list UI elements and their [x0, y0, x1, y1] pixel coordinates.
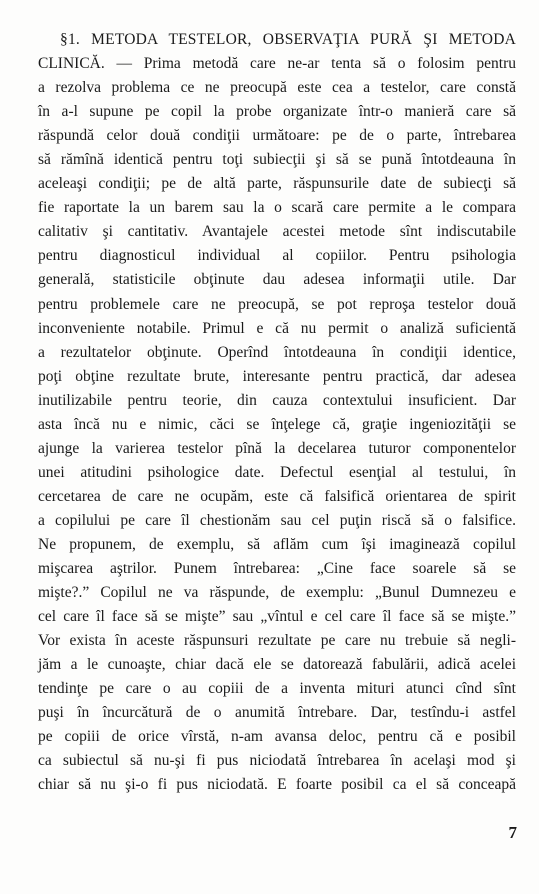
- text-line: cercetarea de care ne ocupăm, este că falsifică orientarea de spirit: [38, 487, 516, 505]
- text-line: pentru diagnosticul individual al copiilor. Pentru psihologia: [38, 247, 516, 265]
- text-line: asta încă nu e nimic, căci se înţelege că, graţie ingeniozităţii se: [38, 415, 516, 433]
- text-line: mişcarea aştrilor. Punem întrebarea: „Cine face soarele să se: [38, 560, 516, 578]
- text-line: inutilizabile pentru teorie, din cauza contextului insuficient. Dar: [38, 391, 516, 409]
- text-line: unei atitudini psihologice date. Defectul esenţial al testului, în: [38, 463, 516, 481]
- text-line: ca subiectul să nu-şi fi pus niciodată întrebarea în acelaşi mod şi: [38, 752, 516, 770]
- text-line: inconveniente notabile. Primul e că nu permit o analiză suficientă: [38, 319, 516, 337]
- text-line: mişte?.” Copilul ne va răspunde, de exemplu: „Bunul Dumnezeu e: [38, 584, 516, 602]
- text-line: tendinţe pe care o au copiii de a inventa mituri atunci cînd sînt: [38, 680, 516, 698]
- text-line: generală, statisticile obţinute dau adesea informaţii utile. Dar: [38, 271, 516, 289]
- text-line: pe copiii de orice vîrstă, n-am avansa deloc, pentru că e posibil: [38, 728, 516, 746]
- text-line: poţi obţine rezultate brute, interesante pentru practică, dar adesea: [38, 367, 516, 385]
- text-line: în a-l supune pe copil la probe organizate într-o manieră care să: [38, 103, 516, 121]
- text-line: CLINICĂ. — Prima metodă care ne-ar tenta să o folosim pentru: [38, 55, 516, 73]
- page-number: 7: [508, 823, 517, 842]
- text-line: fie raportate la un barem sau la o scară care permite a le compara: [38, 199, 516, 217]
- text-line: Vor exista în aceste răspunsuri rezultate pe care nu trebuie să negli-: [38, 632, 516, 650]
- text-line: chiar să nu şi-o fi pus niciodată. E foarte posibil ca el să conceapă: [38, 776, 516, 794]
- text-line: a copilului pe care îl chestionăm sau cel puţin riscă să o falsifice.: [38, 511, 516, 529]
- text-line: să rămînă identică pentru toţi subiecţii şi să se pună întotdeauna în: [38, 151, 516, 169]
- text-line: puşi în încurcătură de o anumită întrebare. Dar, testîndu-i astfel: [38, 704, 516, 722]
- text-line: aceleaşi condiţii; pe de altă parte, răspunsurile date de subiecţi să: [38, 175, 516, 193]
- text-line: Ne propunem, de exemplu, să aflăm cum îşi imaginează copilul: [38, 535, 516, 553]
- text-line: pentru problemele care ne preocupă, se pot reproşa testelor două: [38, 295, 516, 313]
- text-line: a rezultatelor obţinute. Operînd întotdeauna în condiţii identice,: [38, 343, 516, 361]
- section-heading: §1. METODA TESTELOR, OBSERVAŢIA PURĂ ŞI METODA: [60, 31, 516, 48]
- text-line: jăm a le cunoaşte, chiar dacă ele se datorează fabulării, adică acelei: [38, 656, 516, 674]
- body-text: [38, 28, 516, 798]
- text-line: cel care îl face să se mişte” sau „vîntul e cel care îl face să se mişte.”: [38, 608, 516, 626]
- text-line: ajunge la varierea testelor pînă la decelarea tuturor componentelor: [38, 439, 516, 457]
- text-line: calitativ şi cantitativ. Avantajele acestei metode sînt indiscutabile: [38, 223, 516, 241]
- text-line: a rezolva problema ce ne preocupă este cea a testelor, care constă: [38, 79, 516, 97]
- text-line: răspundă celor două condiţii următoare: pe de o parte, întrebarea: [38, 127, 516, 145]
